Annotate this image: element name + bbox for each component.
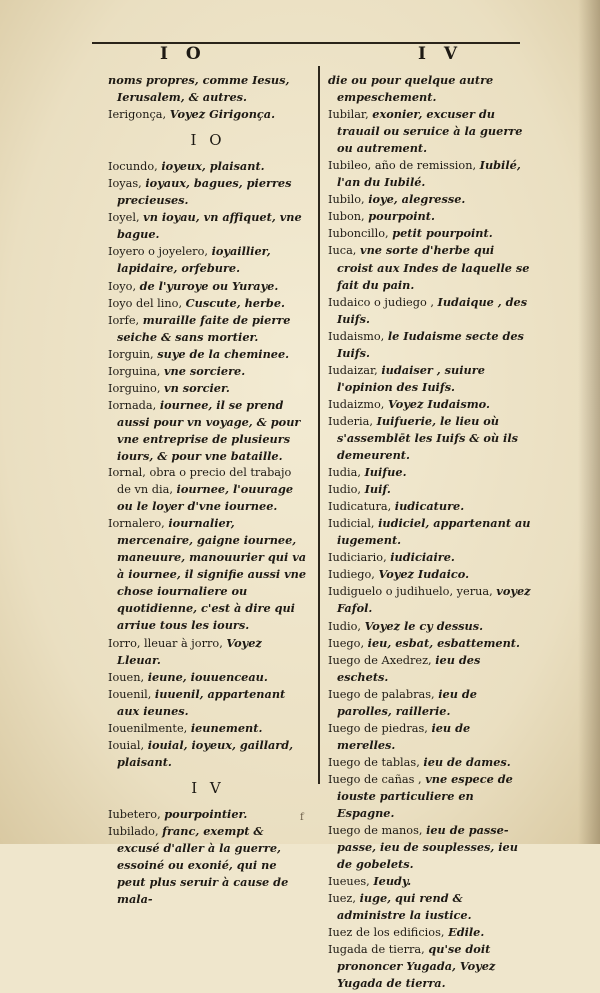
dictionary-entry <box>328 583 532 617</box>
dictionary-entry <box>328 328 532 362</box>
headword: Ioyo del lino, <box>108 296 183 310</box>
translation: ioyeux, plaisant. <box>161 159 265 174</box>
dictionary-entry <box>108 363 308 380</box>
headword: Iornalero, <box>108 517 165 531</box>
translation: ieune, iouuenceau. <box>147 669 268 684</box>
headword: Iudaismo, <box>328 329 385 343</box>
translation: die ou pour quelque autre empeschement. <box>328 73 494 105</box>
translation: ioye, alegresse. <box>368 192 466 207</box>
dictionary-entry <box>328 720 532 754</box>
translation: franc, exempt & excusé d'aller à la guerre, essoiné ou exonié, qui ne peut plus seruir à cause de mala- <box>117 823 289 907</box>
translation: qu'se doit prononcer Yugada, Voyez Yugada de tierra. <box>337 942 496 991</box>
translation: iudiciaire. <box>390 550 455 565</box>
translation: Iubilé, l'an du Iubilé. <box>337 158 521 190</box>
translation: voyez Fafol. <box>337 584 531 616</box>
headword: Ioyas, <box>108 177 142 191</box>
translation: Iuifuerie, le lieu où s'assemblēt les Iuifs & où ils demeurent. <box>337 413 518 463</box>
translation: iournalier, mercenaire, gaigne iournee, maneuure, manouurier qui va à iournee, il signifie aussi vne chose iournaliere ou quotidienne, c'est à dire qui arriue tous les iours. <box>117 516 307 633</box>
translation: ieu de passe-passe, ieu de souplesses, ieu de gobelets. <box>337 823 518 872</box>
headword: Iuca, <box>328 244 357 258</box>
dictionary-entry <box>328 873 532 890</box>
translation: vne sorciere. <box>163 363 246 378</box>
dictionary-entry <box>328 822 532 873</box>
dictionary-entry <box>328 924 532 941</box>
dictionary-entry <box>328 191 532 208</box>
translation: Edile. <box>448 925 485 940</box>
headword: Iudicial, <box>328 517 375 531</box>
dictionary-entry <box>328 72 532 106</box>
headword: Iudiguelo o judihuelo, yerua, <box>328 585 493 599</box>
dictionary-entry <box>108 686 308 720</box>
translation: pourpointier. <box>164 806 248 821</box>
translation: iudicature. <box>394 499 465 514</box>
translation: Voyez Iudaismo. <box>387 396 490 411</box>
headword: Iouenilmente, <box>108 721 188 735</box>
headword: Ierigonça, <box>108 108 167 122</box>
dictionary-entry <box>328 225 532 242</box>
dictionary-entry <box>108 465 308 515</box>
headword: Iudiciario, <box>328 551 387 565</box>
dictionary-entry <box>108 737 308 771</box>
headword: Iudaico o judiego , <box>328 295 434 309</box>
headword: Iorguin, <box>108 347 154 361</box>
headword: Ioyel, <box>108 211 140 225</box>
translation: Cuscute, herbe. <box>185 295 285 310</box>
dictionary-entry <box>328 106 532 157</box>
dictionary-entry <box>108 312 308 346</box>
dictionary-entry <box>328 549 532 566</box>
dictionary-entry <box>108 397 308 465</box>
headword: Iouen, <box>108 670 145 684</box>
headword: Iudicatura, <box>328 500 392 514</box>
dictionary-entry <box>108 380 308 397</box>
dictionary-entry <box>328 941 532 992</box>
dictionary-entry <box>108 515 308 634</box>
headword: Iudaizmo, <box>328 397 385 411</box>
dictionary-entry <box>328 242 532 293</box>
dictionary-entry <box>328 396 532 413</box>
headword: Iuez, <box>328 892 356 906</box>
headword: Iouial, <box>108 738 145 752</box>
headword: Iubilado, <box>108 824 159 838</box>
dictionary-entry <box>108 158 308 175</box>
dictionary-entry <box>108 278 308 295</box>
dictionary-entry <box>108 209 308 243</box>
dictionary-entry <box>328 413 532 464</box>
headword: Iouenil, <box>108 687 152 701</box>
headword: Iorguino, <box>108 381 161 395</box>
translation: petit pourpoint. <box>392 226 493 241</box>
headword: Iuego de piedras, <box>328 721 428 735</box>
headword: Iuego de Axedrez, <box>328 653 432 667</box>
translation: Voyez Girigonça. <box>169 107 276 122</box>
dictionary-entry <box>108 72 308 106</box>
translation: de l'yuroye ou Yuraye. <box>139 278 279 293</box>
headword: Iornada, <box>108 398 157 412</box>
headword: Iuego de tablas, <box>328 755 420 769</box>
headword: Iudio, <box>328 483 361 497</box>
headword: Ioyo, <box>108 279 137 293</box>
headword: Iuego de manos, <box>328 824 423 838</box>
translation: ieu de dames. <box>423 754 511 769</box>
translation: iournee, il se prend aussi pour vn voyage, & pour vne entreprise de plusieurs iours, & pour vne bataille. <box>117 397 301 463</box>
dictionary-entry <box>108 669 308 686</box>
translation: Voyez Iudaico. <box>378 567 470 582</box>
dictionary-entry <box>328 294 532 328</box>
headword: Iudio, <box>328 619 361 633</box>
running-head-left: I O <box>160 44 207 64</box>
headword: Iuego, <box>328 636 365 650</box>
running-head-right: I V <box>418 44 464 64</box>
dictionary-entry <box>328 464 532 481</box>
dictionary-entry <box>328 771 532 822</box>
headword: Iorguina, <box>108 364 161 378</box>
dictionary-entry <box>328 566 532 583</box>
translation: Ieudy. <box>373 874 412 889</box>
translation: ioyaux, bagues, pierres precieuses. <box>117 176 292 208</box>
section-heading: I V <box>191 778 225 797</box>
headword: Iubileo, año de remission, <box>328 159 477 173</box>
translation: vn sorcier. <box>164 380 230 395</box>
dictionary-entry <box>108 295 308 312</box>
translation: iournee, l'ouurage ou le loyer d'vne iournee. <box>117 482 294 514</box>
right-column <box>328 72 532 993</box>
headword: Iuderia, <box>328 414 373 428</box>
dictionary-entry <box>108 720 308 737</box>
headword: Iornal, obra o precio del trabajo de vn dia, <box>108 466 292 497</box>
dictionary-entry <box>108 823 308 908</box>
dictionary-entry <box>108 806 308 823</box>
dictionary-entry <box>328 498 532 515</box>
headword: Iudiego, <box>328 568 375 582</box>
dictionary-entry <box>108 243 308 277</box>
translation: Iuif. <box>364 482 391 497</box>
headword: Ioyero o joyelero, <box>108 245 208 259</box>
translation: vn ioyau, vn affiquet, vne bague. <box>117 210 302 242</box>
translation: Voyez le cy dessus. <box>364 618 484 633</box>
headword: Iugada de tierra, <box>328 943 425 957</box>
translation: le Iudaisme secte des Iuifs. <box>337 328 524 360</box>
dictionary-entry <box>108 346 308 363</box>
headword: Iubilo, <box>328 193 365 207</box>
dictionary-entry <box>328 635 532 652</box>
translation: noms propres, comme Iesus, Ierusalem, & autres. <box>108 73 290 105</box>
dictionary-entry <box>108 175 308 209</box>
translation: vne sorte d'herbe qui croist aux Indes de laquelle se fait du pain. <box>337 243 530 292</box>
translation: vne espece de iouste particuliere en Espagne. <box>337 771 513 821</box>
translation: suye de la cheminee. <box>157 346 290 361</box>
headword: Iuez de los edificios, <box>328 926 445 940</box>
translation: ieu de merelles. <box>337 720 471 752</box>
translation: ieu de parolles, raillerie. <box>337 686 477 718</box>
translation: iouial, ioyeux, gaillard, plaisant. <box>117 737 294 769</box>
dictionary-entry <box>328 890 532 924</box>
translation: exonier, excuser du trauail ou seruice à la guerre ou autrement. <box>337 107 523 156</box>
dictionary-entry <box>328 618 532 635</box>
section-heading: I O <box>190 131 226 150</box>
headword: Iuboncillo, <box>328 227 389 241</box>
dictionary-entry <box>328 754 532 771</box>
translation: Iuifue. <box>364 465 407 480</box>
translation: iudiciel, appartenant au iugement. <box>337 516 531 548</box>
headword: Iuego de palabras, <box>328 687 435 701</box>
headword: Iueues, <box>328 875 370 889</box>
headword: Iubilar, <box>328 108 369 122</box>
translation: Voyez Lleuar. <box>117 635 262 667</box>
translation: pourpoint. <box>368 209 435 224</box>
translation: ieu, esbat, esbattement. <box>367 635 520 650</box>
dictionary-entry <box>328 481 532 498</box>
translation: ioyaillier, lapidaire, orfebure. <box>117 244 271 276</box>
translation: iuge, qui rend & administre la iustice. <box>337 891 472 923</box>
dictionary-entry <box>328 686 532 720</box>
dictionary-entry <box>328 157 532 191</box>
dictionary-entry <box>328 515 532 549</box>
headword: Iubetero, <box>108 807 161 821</box>
headword: Iubon, <box>328 210 365 224</box>
column-divider <box>318 66 320 784</box>
translation: ieu des eschets. <box>337 652 481 684</box>
translation: iudaiser , suiure l'opinion des Iuifs. <box>337 362 485 394</box>
dictionary-entry <box>108 106 308 123</box>
dictionary-entry <box>328 652 532 686</box>
headword: Iorfe, <box>108 313 140 327</box>
headword: Iudia, <box>328 466 361 480</box>
dictionary-entry <box>328 208 532 225</box>
signature-mark: f <box>300 812 304 823</box>
headword: Iorro, lleuar à jorro, <box>108 636 223 650</box>
dictionary-entry <box>108 635 308 669</box>
translation: Iudaique , des Iuifs. <box>337 294 528 326</box>
headword: Iocundo, <box>108 160 158 174</box>
headword: Iudaizar, <box>328 363 378 377</box>
translation: ieunement. <box>190 720 263 735</box>
headword: Iuego de cañas , <box>328 772 422 786</box>
dictionary-entry <box>328 362 532 396</box>
translation: iuuenil, appartenant aux ieunes. <box>117 686 286 718</box>
translation: muraille faite de pierre seiche & sans mortier. <box>117 312 291 344</box>
left-column <box>108 72 308 908</box>
